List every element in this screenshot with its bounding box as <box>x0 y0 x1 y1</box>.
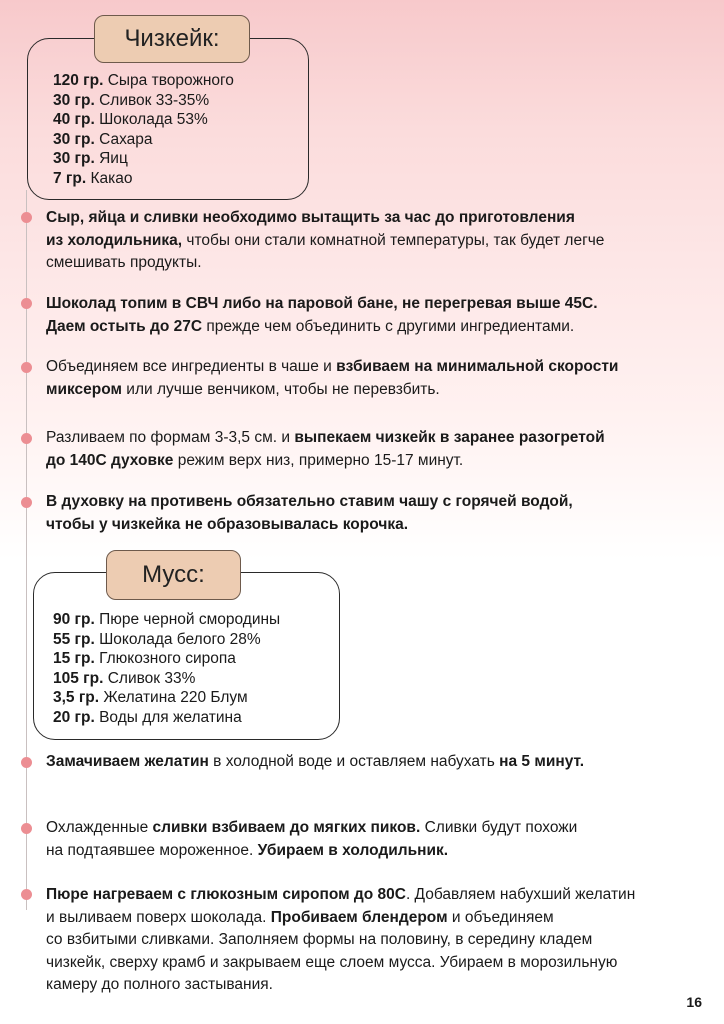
ingredient-amount: 30 гр. <box>53 91 95 109</box>
ingredient-name: Шоколада 53% <box>99 111 208 128</box>
ingredient-amount: 7 гр. <box>53 169 87 187</box>
step-line <box>46 491 573 514</box>
step-line <box>46 817 577 840</box>
step-text: Охлажденные <box>46 819 153 836</box>
step-text: чизкейк, сверху крамб и закрываем еще слоем мусса. Убираем в морозильную <box>46 953 618 971</box>
step-text-bold: Даем остыть до 27С <box>46 317 203 335</box>
ingredient-item <box>53 71 234 91</box>
step-text: камеру до полного застывания. <box>46 976 273 993</box>
ingredient-name: Пюре черной смородины <box>99 611 281 628</box>
step-text-bold: взбиваем на минимальной скорости <box>336 358 619 375</box>
ingredient-item <box>53 649 280 669</box>
step-text: прежде чем объединить с другими ингредиентами. <box>202 317 575 335</box>
page-number: 16 <box>686 994 702 1010</box>
step-text: и выливаем поверх шоколада. <box>46 908 271 926</box>
step-line <box>46 379 618 402</box>
ingredient-name: Сливок 33% <box>107 669 196 687</box>
mousse-ingredient-list <box>53 610 280 727</box>
ingredient-amount: 15 гр. <box>53 650 95 667</box>
mousse-title: Мусс: <box>106 550 241 600</box>
cheesecake-step <box>46 491 573 536</box>
step-text: Разливаем по формам 3-3,5 см. и <box>46 429 295 446</box>
step-text-bold: Шоколад топим в СВЧ либо на паровой бане, не перегревая выше 45С. <box>46 295 598 312</box>
mousse-step <box>46 884 635 997</box>
ingredient-item <box>53 169 234 189</box>
step-line <box>46 207 604 230</box>
step-text: на подтаявшее мороженное. <box>46 841 258 859</box>
ingredient-amount: 120 гр. <box>53 72 104 89</box>
ingredient-amount: 3,5 гр. <box>53 689 100 706</box>
step-line <box>46 884 635 907</box>
step-text-bold: из холодильника, <box>46 231 183 249</box>
mousse-step <box>46 751 584 774</box>
step-text: со взбитыми сливками. Заполняем формы на половину, в середину кладем <box>46 931 593 948</box>
step-bullet <box>21 497 32 508</box>
ingredient-item <box>53 130 234 150</box>
step-line <box>46 316 598 339</box>
step-line <box>46 356 618 379</box>
step-text-bold: на 5 минут. <box>499 753 585 770</box>
ingredient-name: Сахара <box>99 130 153 148</box>
ingredient-amount: 20 гр. <box>53 708 95 726</box>
ingredient-amount: 55 гр. <box>53 630 95 648</box>
step-text-bold: до 140С духовке <box>46 451 174 469</box>
step-line <box>46 751 584 774</box>
step-bullet <box>21 757 32 768</box>
ingredient-item <box>53 708 280 728</box>
cheesecake-step <box>46 427 605 472</box>
step-line <box>46 230 604 253</box>
step-bullet <box>21 433 32 444</box>
step-line <box>46 952 635 975</box>
step-text: и объединяем <box>447 908 554 926</box>
step-line <box>46 293 598 316</box>
ingredient-item <box>53 149 234 169</box>
step-text-bold: выпекаем чизкейк в заранее разогретой <box>294 429 605 446</box>
step-text: Сливки будут похожи <box>420 819 578 836</box>
ingredient-item <box>53 688 280 708</box>
cheesecake-title: Чизкейк: <box>94 15 250 63</box>
cheesecake-ingredient-list <box>53 71 234 188</box>
step-text: . Добавляем набухший желатин <box>405 886 636 903</box>
step-line <box>46 929 635 952</box>
cheesecake-step <box>46 207 604 275</box>
cheesecake-step <box>46 356 618 401</box>
ingredient-name: Глюкозного сиропа <box>99 650 236 667</box>
ingredient-name: Шоколада белого 28% <box>99 630 261 648</box>
step-bullet <box>21 298 32 309</box>
step-text-bold: Пюре нагреваем с глюкозным сиропом до 80С <box>46 886 406 903</box>
step-line <box>46 450 605 473</box>
ingredient-name: Желатина 220 Блум <box>103 689 248 706</box>
ingredient-amount: 30 гр. <box>53 130 95 148</box>
ingredient-item <box>53 610 280 630</box>
step-text: чтобы они стали комнатной температуры, так будет легче <box>182 231 605 249</box>
ingredient-item <box>53 669 280 689</box>
step-line <box>46 514 573 537</box>
step-text: режим верх низ, примерно 15-17 минут. <box>173 451 464 469</box>
ingredient-item <box>53 91 234 111</box>
step-bullet <box>21 889 32 900</box>
step-text: или лучше венчиком, чтобы не перевзбить. <box>122 380 440 398</box>
step-text-bold: чтобы у чизкейка не образовывалась корочка. <box>46 515 409 533</box>
ingredient-item <box>53 630 280 650</box>
ingredient-name: Какао <box>90 169 133 187</box>
ingredient-amount: 105 гр. <box>53 669 104 687</box>
step-text-bold: Убираем в холодильник. <box>257 841 449 859</box>
step-text: смешивать продукты. <box>46 254 202 271</box>
step-text-bold: Замачиваем желатин <box>46 753 209 770</box>
ingredient-name: Сливок 33-35% <box>99 91 210 109</box>
step-text: Объединяем все ингредиенты в чаше и <box>46 358 337 375</box>
step-line <box>46 427 605 450</box>
step-bullet <box>21 823 32 834</box>
step-text-bold: Пробиваем блендером <box>270 908 448 926</box>
step-text-bold: сливки взбиваем до мягких пиков. <box>152 819 421 836</box>
ingredient-name: Воды для желатина <box>99 708 242 726</box>
step-text-bold: Сыр, яйца и сливки необходимо вытащить за час до приготовления <box>46 209 575 226</box>
step-line <box>46 974 635 997</box>
step-line <box>46 840 577 863</box>
ingredient-amount: 40 гр. <box>53 111 95 128</box>
step-text: в холодной воде и оставляем набухать <box>208 753 500 770</box>
step-text-bold: миксером <box>46 380 122 398</box>
step-text-bold: В духовку на противень обязательно ставим чашу с горячей водой, <box>46 493 573 510</box>
step-bullet <box>21 212 32 223</box>
step-line <box>46 907 635 930</box>
mousse-step <box>46 817 577 862</box>
ingredient-name: Сыра творожного <box>107 72 234 89</box>
cheesecake-step <box>46 293 598 338</box>
step-line <box>46 252 604 275</box>
step-bullet <box>21 362 32 373</box>
ingredient-amount: 90 гр. <box>53 611 95 628</box>
ingredient-item <box>53 110 234 130</box>
ingredient-amount: 30 гр. <box>53 150 95 167</box>
ingredient-name: Яиц <box>99 150 128 167</box>
